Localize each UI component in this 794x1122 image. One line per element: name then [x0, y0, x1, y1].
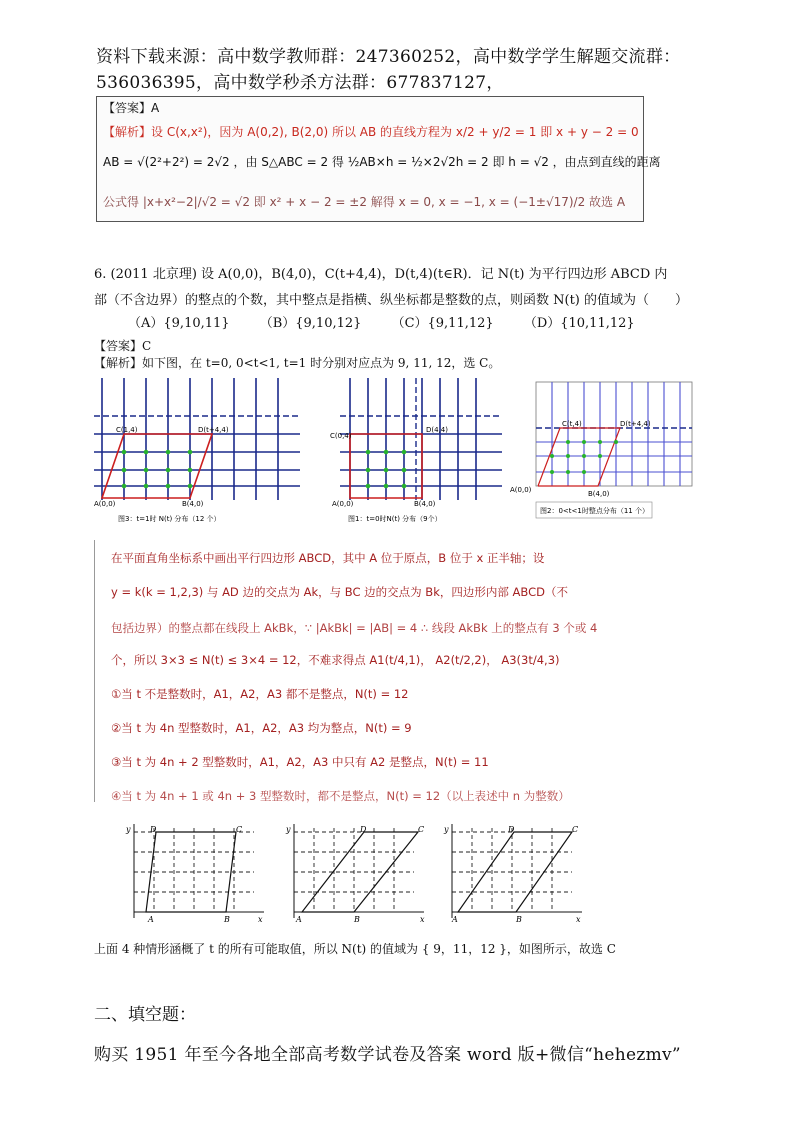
prev-answer-label: 【答案】A — [103, 101, 160, 115]
label-c: C(t,4) — [562, 420, 582, 428]
section-title: 二、填空题： — [94, 1005, 196, 1025]
case-1: ①当 t 不是整数时，A1，A2，A3 都不是整点，N(t) = 12 — [111, 687, 409, 701]
label-a: A(0,0) — [94, 500, 116, 508]
svg-text:x: x — [420, 915, 425, 924]
case-3: ③当 t 为 4n + 2 型整数时，A1，A2，A3 中只有 A2 是整点，N(t) = 11 — [111, 755, 489, 769]
figure-t1-grid — [94, 378, 300, 528]
analysis-line-2: y = k(k = 1,2,3) 与 AD 边的交点为 Ak，与 BC 边的交点为 Bk，四边形内部 ABCD（不 — [111, 585, 568, 599]
bottom-figure-1 — [125, 824, 264, 924]
grid-lines — [94, 378, 300, 500]
option-b: （B）{9,10,12} — [259, 316, 362, 331]
question-stem-line-1: 6. (2011 北京理) 设 A(0,0)，B(4,0)，C(t+4,4)，D(t,4)(t∈R)．记 N(t) 为平行四边形 ABCD 内 — [94, 267, 668, 282]
answer-options — [128, 312, 661, 331]
prev-analysis-line-3: 公式得 |x+x²−2|/√2 = √2 即 x² + x − 2 = ±2 解得 x = 0, x = −1, x = (−1±√17)/2 故选 A — [103, 195, 626, 209]
figure-t-between-grid — [508, 380, 694, 522]
svg-text:D: D — [150, 825, 157, 834]
figure-caption: 图3：t=1时 N(t) 分布（12 个） — [118, 515, 221, 523]
question-stem-line-2: 部（不含边界）的整点的个数，其中整点是指横、纵坐标都是整数的点，则函数 N(t) 的值域为（ ） — [94, 293, 689, 308]
label-d: D(t+4,4) — [198, 426, 229, 434]
case-4: ④当 t 为 4n + 1 或 4n + 3 型整数时，都不是整点，N(t) = 12（以上表述中 n 为整数） — [111, 789, 570, 803]
analysis-line-4: 个，所以 3×3 ≤ N(t) ≤ 3×4 = 12，不难求得点 A1(t/4,1)， A2(t/2,2)， A3(3t/4,3) — [111, 653, 560, 667]
label-b: B(4,0) — [414, 500, 436, 508]
svg-text:D: D — [508, 825, 515, 834]
svg-text:x: x — [576, 915, 581, 924]
bottom-figures — [124, 824, 604, 928]
svg-text:A: A — [452, 915, 458, 924]
svg-text:B: B — [224, 915, 230, 924]
prev-analysis-line-2: AB = √(2²+2²) = 2√2 ，由 S△ABC = 2 得 ½AB×h = ½×2√2h = 2 即 h = √2 ，由点到直线的距离 — [103, 155, 661, 169]
svg-text:B: B — [354, 915, 360, 924]
prev-analysis-line-1: 【解析】设 C(x,x²)，因为 A(0,2), B(2,0) 所以 AB 的直线方程为 x/2 + y/2 = 1 即 x + y − 2 = 0 — [103, 125, 639, 139]
case-2: ②当 t 为 4n 型整数时，A1，A2，A3 均为整点，N(t) = 9 — [111, 721, 412, 735]
svg-text:A: A — [148, 915, 154, 924]
svg-text:C: C — [572, 825, 579, 834]
header-line-2: 536036395，高中数学秒杀方法群：677837127， — [96, 73, 504, 93]
option-a: （A）{9,10,11} — [128, 316, 230, 331]
explanation-line: 【解析】如下图，在 t=0, 0<t<1, t=1 时分别对应点为 9, 11, 12，选 C。 — [94, 356, 501, 370]
svg-text:y: y — [126, 825, 131, 834]
parallelogram — [102, 434, 212, 498]
svg-text:B: B — [516, 915, 522, 924]
svg-text:x: x — [258, 915, 263, 924]
svg-text:y: y — [286, 825, 291, 834]
label-c: C(0,4) — [330, 432, 352, 440]
label-d: D(4,4) — [426, 426, 448, 434]
source-header — [96, 44, 716, 96]
svg-text:C: C — [418, 825, 425, 834]
label-a: A(0,0) — [332, 500, 354, 508]
svg-text:D: D — [360, 825, 367, 834]
previous-answer-box — [96, 96, 661, 222]
label-c: C(1,4) — [116, 426, 138, 434]
analysis-line-1: 在平面直角坐标系中画出平行四边形 ABCD，其中 A 位于原点，B 位于 x 正半轴；设 — [111, 551, 545, 565]
option-d: （D）{10,11,12} — [523, 316, 635, 331]
footer-ad: 购买 1951 年至今各地全部高考数学试卷及答案 word 版+微信“hehezmv” — [94, 1045, 681, 1065]
question-stem — [94, 262, 724, 314]
answer-block — [94, 338, 500, 372]
svg-text:C: C — [236, 825, 243, 834]
label-b: B(4,0) — [588, 490, 610, 498]
label-b: B(4,0) — [182, 500, 204, 508]
bottom-figure-3 — [443, 824, 582, 924]
conclusion-line: 上面 4 种情形涵概了 t 的所有可能取值，所以 N(t) 的值域为 { 9，11，12 }，如图所示，故选 C — [94, 942, 616, 956]
answer-label: 【答案】C — [94, 339, 152, 353]
svg-text:y: y — [444, 825, 449, 834]
figure-caption: 图2：0<t<1时整点分布（11 个） — [540, 507, 649, 515]
label-d: D(t+4,4) — [620, 420, 651, 428]
figure-t0-grid — [330, 378, 502, 528]
label-a: A(0,0) — [510, 486, 532, 494]
option-c: （C）{9,11,12} — [391, 316, 494, 331]
lattice-points — [122, 450, 193, 489]
figure-caption: 图1：t=0时N(t) 分布（9个） — [348, 515, 442, 523]
analysis-box — [94, 540, 598, 803]
svg-text:A: A — [296, 915, 302, 924]
header-line-1: 资料下载来源：高中数学教师群：247360252，高中数学学生解题交流群： — [96, 47, 681, 67]
bottom-figure-2 — [285, 824, 425, 924]
analysis-line-3: 包括边界）的整点都在线段上 AkBk，∵ |AkBk| = |AB| = 4 ∴ 线段 AkBk 上的整点有 3 个或 4 — [111, 621, 598, 635]
